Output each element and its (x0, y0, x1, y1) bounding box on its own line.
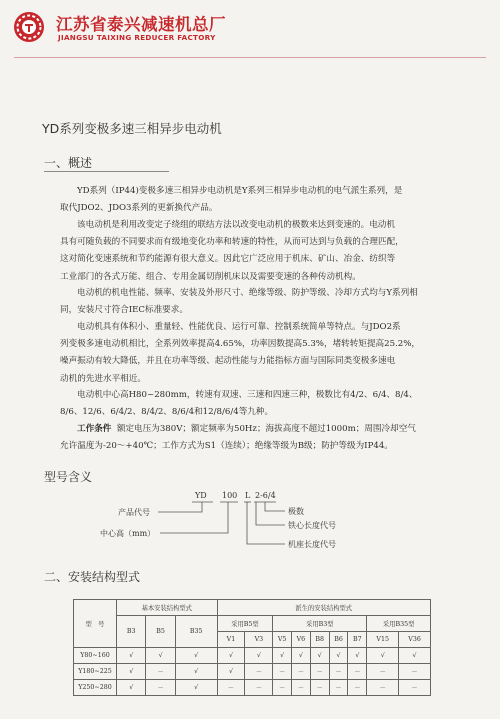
paragraph-conditions (60, 421, 460, 455)
text-line: 动机的先进水平相近。 (60, 373, 146, 384)
table-row (74, 648, 431, 664)
table-cell: － (348, 680, 367, 696)
table-header: V15 (367, 632, 399, 648)
table-row (74, 680, 431, 696)
paragraph-range (60, 387, 460, 421)
code-l: L (245, 491, 251, 500)
table-header: B3 (117, 616, 146, 648)
text-line: 允许温度为-20～+40℃；工作方式为S1（连续）；绝缘等级为B级；防护等级为IP44。 (60, 441, 393, 452)
table-cell: － (146, 664, 175, 680)
table-cell: － (367, 680, 399, 696)
text-line: 额定电压为380V；额定频率为50Hz；海拔高度不超过1000m；周围冷却空气 (116, 424, 416, 434)
header-divider (14, 57, 486, 58)
table-cell: √ (175, 664, 217, 680)
table-cell: √ (217, 648, 245, 664)
code-100: 100 (222, 491, 238, 500)
table-cell: √ (117, 680, 146, 696)
table-cell: － (399, 680, 431, 696)
conditions-label: 工作条件 (77, 424, 112, 434)
paragraph-intro (60, 183, 460, 217)
table-cell: √ (117, 648, 146, 664)
text-line: 具有可随负载的不同要求而有级地变化功率和转速的特性，从而可达到与负载的合理匹配， (60, 237, 404, 248)
table-cell: √ (273, 648, 292, 664)
table-cell: √ (146, 648, 175, 664)
table-row (74, 664, 431, 680)
text-line: 电动机的机电性能、频率、安装及外形尺寸、绝缘等级、防护等级、冷却方式均与Y系列相 (77, 288, 418, 298)
text-line: 电动机具有体积小、重量轻、性能优良、运行可靠、控制系统简单等特点。与JDO2系 (77, 322, 401, 332)
table-header: V1 (217, 632, 245, 648)
table-cell: √ (329, 648, 348, 664)
paragraph-principle (60, 217, 460, 286)
section-heading-model: 型号含义 (44, 470, 93, 484)
code-poles: 2-6/4 (255, 491, 276, 500)
table-cell: － (273, 680, 292, 696)
table-header: V3 (245, 632, 273, 648)
table-header: 基本安装结构型式 (117, 600, 218, 616)
table-cell: － (329, 680, 348, 696)
table-header: 派生的安装结构型式 (217, 600, 431, 616)
table-header: B35 (175, 616, 217, 648)
table-cell: － (310, 680, 329, 696)
company-name-en: JIANGSU TAIXING REDUCER FACTORY (58, 33, 216, 42)
table-header: V6 (292, 632, 311, 648)
table-cell: √ (175, 680, 217, 696)
table-cell: √ (310, 648, 329, 664)
document-title: YD系列变极多速三相异步电动机 (42, 121, 222, 136)
text-line: 噪声振动有较大降低，并且在功率等级、起动性能与力能指标方面与国际同类变极多速电 (60, 356, 396, 367)
table-cell: √ (367, 648, 399, 664)
label-center-height: 中心高（mm） (100, 529, 156, 538)
table-header: V5 (273, 632, 292, 648)
table-header: B7 (348, 632, 367, 648)
mounting-table (73, 599, 431, 696)
text-line: 该电动机是利用改变定子绕组的联结方法以改变电动机的极数来达到变速的。电动机 (77, 220, 395, 230)
table-cell: － (245, 680, 273, 696)
table-cell: － (292, 664, 311, 680)
table-cell: Y250~280 (74, 680, 117, 696)
table-cell: √ (348, 648, 367, 664)
table-cell: － (273, 664, 292, 680)
label-core-length: 铁心长度代号 (288, 521, 336, 530)
table-header: B6 (329, 632, 348, 648)
text-line: 同，安装尺寸符合IEC标准要求。 (60, 305, 188, 316)
label-poles: 极数 (288, 507, 304, 516)
label-product-code: 产品代号 (118, 508, 150, 517)
label-frame-length: 机座长度代号 (288, 540, 336, 549)
table-cell: － (399, 664, 431, 680)
table-cell: － (367, 664, 399, 680)
text-line: 电动机中心高H80~280mm，转速有双速、三速和四速三种，极数比有4/2、6/4、8/4、 (77, 390, 418, 400)
section-underline (44, 171, 169, 172)
section-heading-overview: 一、概述 (44, 156, 93, 170)
table-header: 采用B3型 (273, 616, 367, 632)
table-cell: － (292, 680, 311, 696)
gear-logo-icon (13, 11, 45, 43)
company-name-cn: 江苏省泰兴减速机总厂 (56, 15, 226, 34)
section-heading-mounting: 二、安装结构型式 (44, 570, 141, 584)
table-cell: √ (117, 664, 146, 680)
table-cell: － (245, 664, 273, 680)
text-line: 列变极多速电动机相比，全系列效率提高4.65%，功率因数提高5.3%，堵转转矩提高25.2%， (60, 339, 421, 350)
table-header: V36 (399, 632, 431, 648)
table-cell: Y180~225 (74, 664, 117, 680)
table-cell: － (348, 664, 367, 680)
table-cell: － (217, 680, 245, 696)
table-header: 采用B5型 (217, 616, 273, 632)
table-cell: √ (399, 648, 431, 664)
table-cell: √ (175, 648, 217, 664)
table-cell: － (146, 680, 175, 696)
model-code-diagram (100, 476, 360, 576)
table-cell: Y80~160 (74, 648, 117, 664)
table-header: B5 (146, 616, 175, 648)
table-header: 采用B35型 (367, 616, 431, 632)
text-line: 这对简化变速系统和节约能源有很大意义。因此它广泛应用于机床、矿山、冶金、纺织等 (60, 254, 396, 265)
table-cell: √ (217, 664, 245, 680)
text-line: YD系列（IP44)变极多速三相异步电动机是Y系列三相异步电动机的电气派生系列，是 (77, 186, 403, 196)
text-line: 取代JDO2、JDO3系列的更新换代产品。 (60, 203, 218, 214)
letterhead (0, 0, 500, 62)
table-cell: － (329, 664, 348, 680)
text-line: 工业部门的各式万能、组合、专用金属切削机床以及需要变速的各种传动机构。 (60, 271, 361, 282)
table-cell: √ (245, 648, 273, 664)
paragraph-features (60, 319, 460, 388)
code-yd: YD (195, 491, 207, 500)
table-header: 型 号 (74, 600, 117, 648)
paragraph-performance (60, 285, 460, 319)
table-cell: － (310, 664, 329, 680)
table-header: B8 (310, 632, 329, 648)
text-line: 8/6、12/6、6/4/2、8/4/2、8/6/4和12/8/6/4等九种。 (60, 407, 274, 418)
table-cell: √ (292, 648, 311, 664)
